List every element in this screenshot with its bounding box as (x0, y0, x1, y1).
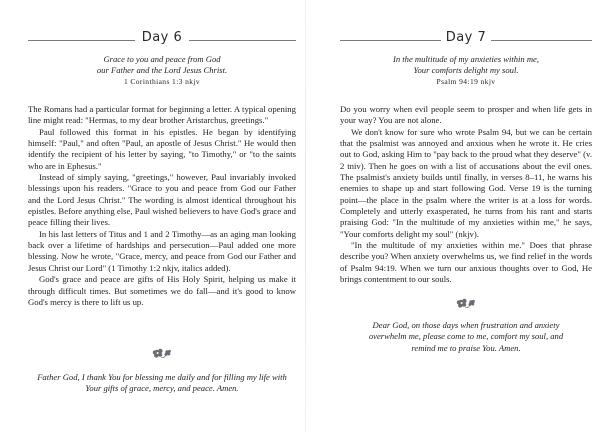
verse-line: Grace to you and peace from God (103, 54, 221, 64)
paragraph: "In the multitude of my anxieties within me." Does that phrase describe you? When anxiety overwhelms us, we find relief in the words of Psalm 94:19. When we turn our anxious thoughts over to God, He brings contentment to our souls. (340, 240, 592, 285)
prayer: Dear God, on those days when frustration and anxiety overwhelm me, please come to me, comfort my soul, and remind me to praise You. Amen. (368, 320, 564, 353)
page-gutter (305, 0, 306, 432)
key-verse (28, 54, 296, 87)
devotional-text (28, 104, 296, 308)
devotional-text (340, 104, 592, 286)
prayer: Father God, I thank You for blessing me daily and for filling my life with Your gifts of grace, mercy, and peace. Amen. (37, 372, 287, 394)
left-page (28, 0, 296, 432)
paragraph: In his last letters of Titus and 1 and 2 Timothy—as an aging man looking back over a lifetime of hardships and persecution—Paul added one more blessing. Now he wrote, "Grace, mercy, and peace from God our Father and Jesus Christ our Lord" (1 Timothy 1:2 nkjv, italics added). (28, 228, 296, 273)
paragraph: Instead of simply saying, "greetings," however, Paul invariably invoked blessings upon his readers. "Grace to you and peace from God our Father and the Lord Jesus Christ." The wording is almost identical throughout his epistles. Before anything else, Paul wished believers to have God's grace and peace filling their lives. (28, 172, 296, 228)
flower-ornament-icon (151, 346, 173, 360)
key-verse (340, 54, 592, 87)
right-page (340, 0, 592, 432)
heading-rule-right (189, 40, 296, 41)
heading-rule-right (491, 40, 592, 41)
paragraph: Do you worry when evil people seem to prosper and when life gets in your way? You are not alone. (340, 104, 592, 126)
day-heading (28, 31, 296, 51)
verse-reference: Psalm 94:19 nkjv (436, 77, 496, 86)
day-title: Day 6 (141, 30, 183, 45)
verse-line: Your comforts delight my soul. (413, 65, 519, 75)
verse-reference: 1 Corinthians 1:3 nkjv (123, 77, 201, 86)
paragraph: Paul followed this format in his epistles. He began by identifying himself: "Paul," and often "Paul, an apostle of Jesus Christ." He would then identify the recipient of his letter by saying, "to Timothy," or "to the saints who are in Ephesus." (28, 126, 296, 171)
paragraph: The Romans had a particular format for beginning a letter. A typical opening line might read: "Hermas, to my dear brother Aristarchus, greetings." (28, 104, 296, 126)
paragraph: We don't know for sure who wrote Psalm 94, but we can be certain that the psalmist was annoyed and anxious when he wrote it. He cries out to God, asking Him to "pay back to the proud what they deserve" (v. 2 tniv). Then he goes on with a list of accusations about the evil ones. The psalmist's anxiety builds until finally, in verses 8–11, he warns his enemies to shape up and start following God. Verse 19 is the turning point—the place in the psalm where the writer is at a loss for words. Completely and utterly exasperated, he turns from his rant and starts praising God: "In the multitude of my anxieties within me," he says, "Your comforts delight my soul" (nkjv). (340, 126, 592, 239)
paragraph: God's grace and peace are gifts of His Holy Spirit, helping us make it through difficult times. But sometimes we do fall—and it's good to know God's mercy is there to lift us up. (28, 274, 296, 307)
day-title: Day 7 (445, 30, 487, 45)
verse-line: our Father and the Lord Jesus Christ. (96, 65, 228, 75)
day-heading (340, 31, 592, 51)
flower-ornament-icon (455, 296, 477, 310)
verse-line: In the multitude of my anxieties within me, (392, 54, 540, 64)
